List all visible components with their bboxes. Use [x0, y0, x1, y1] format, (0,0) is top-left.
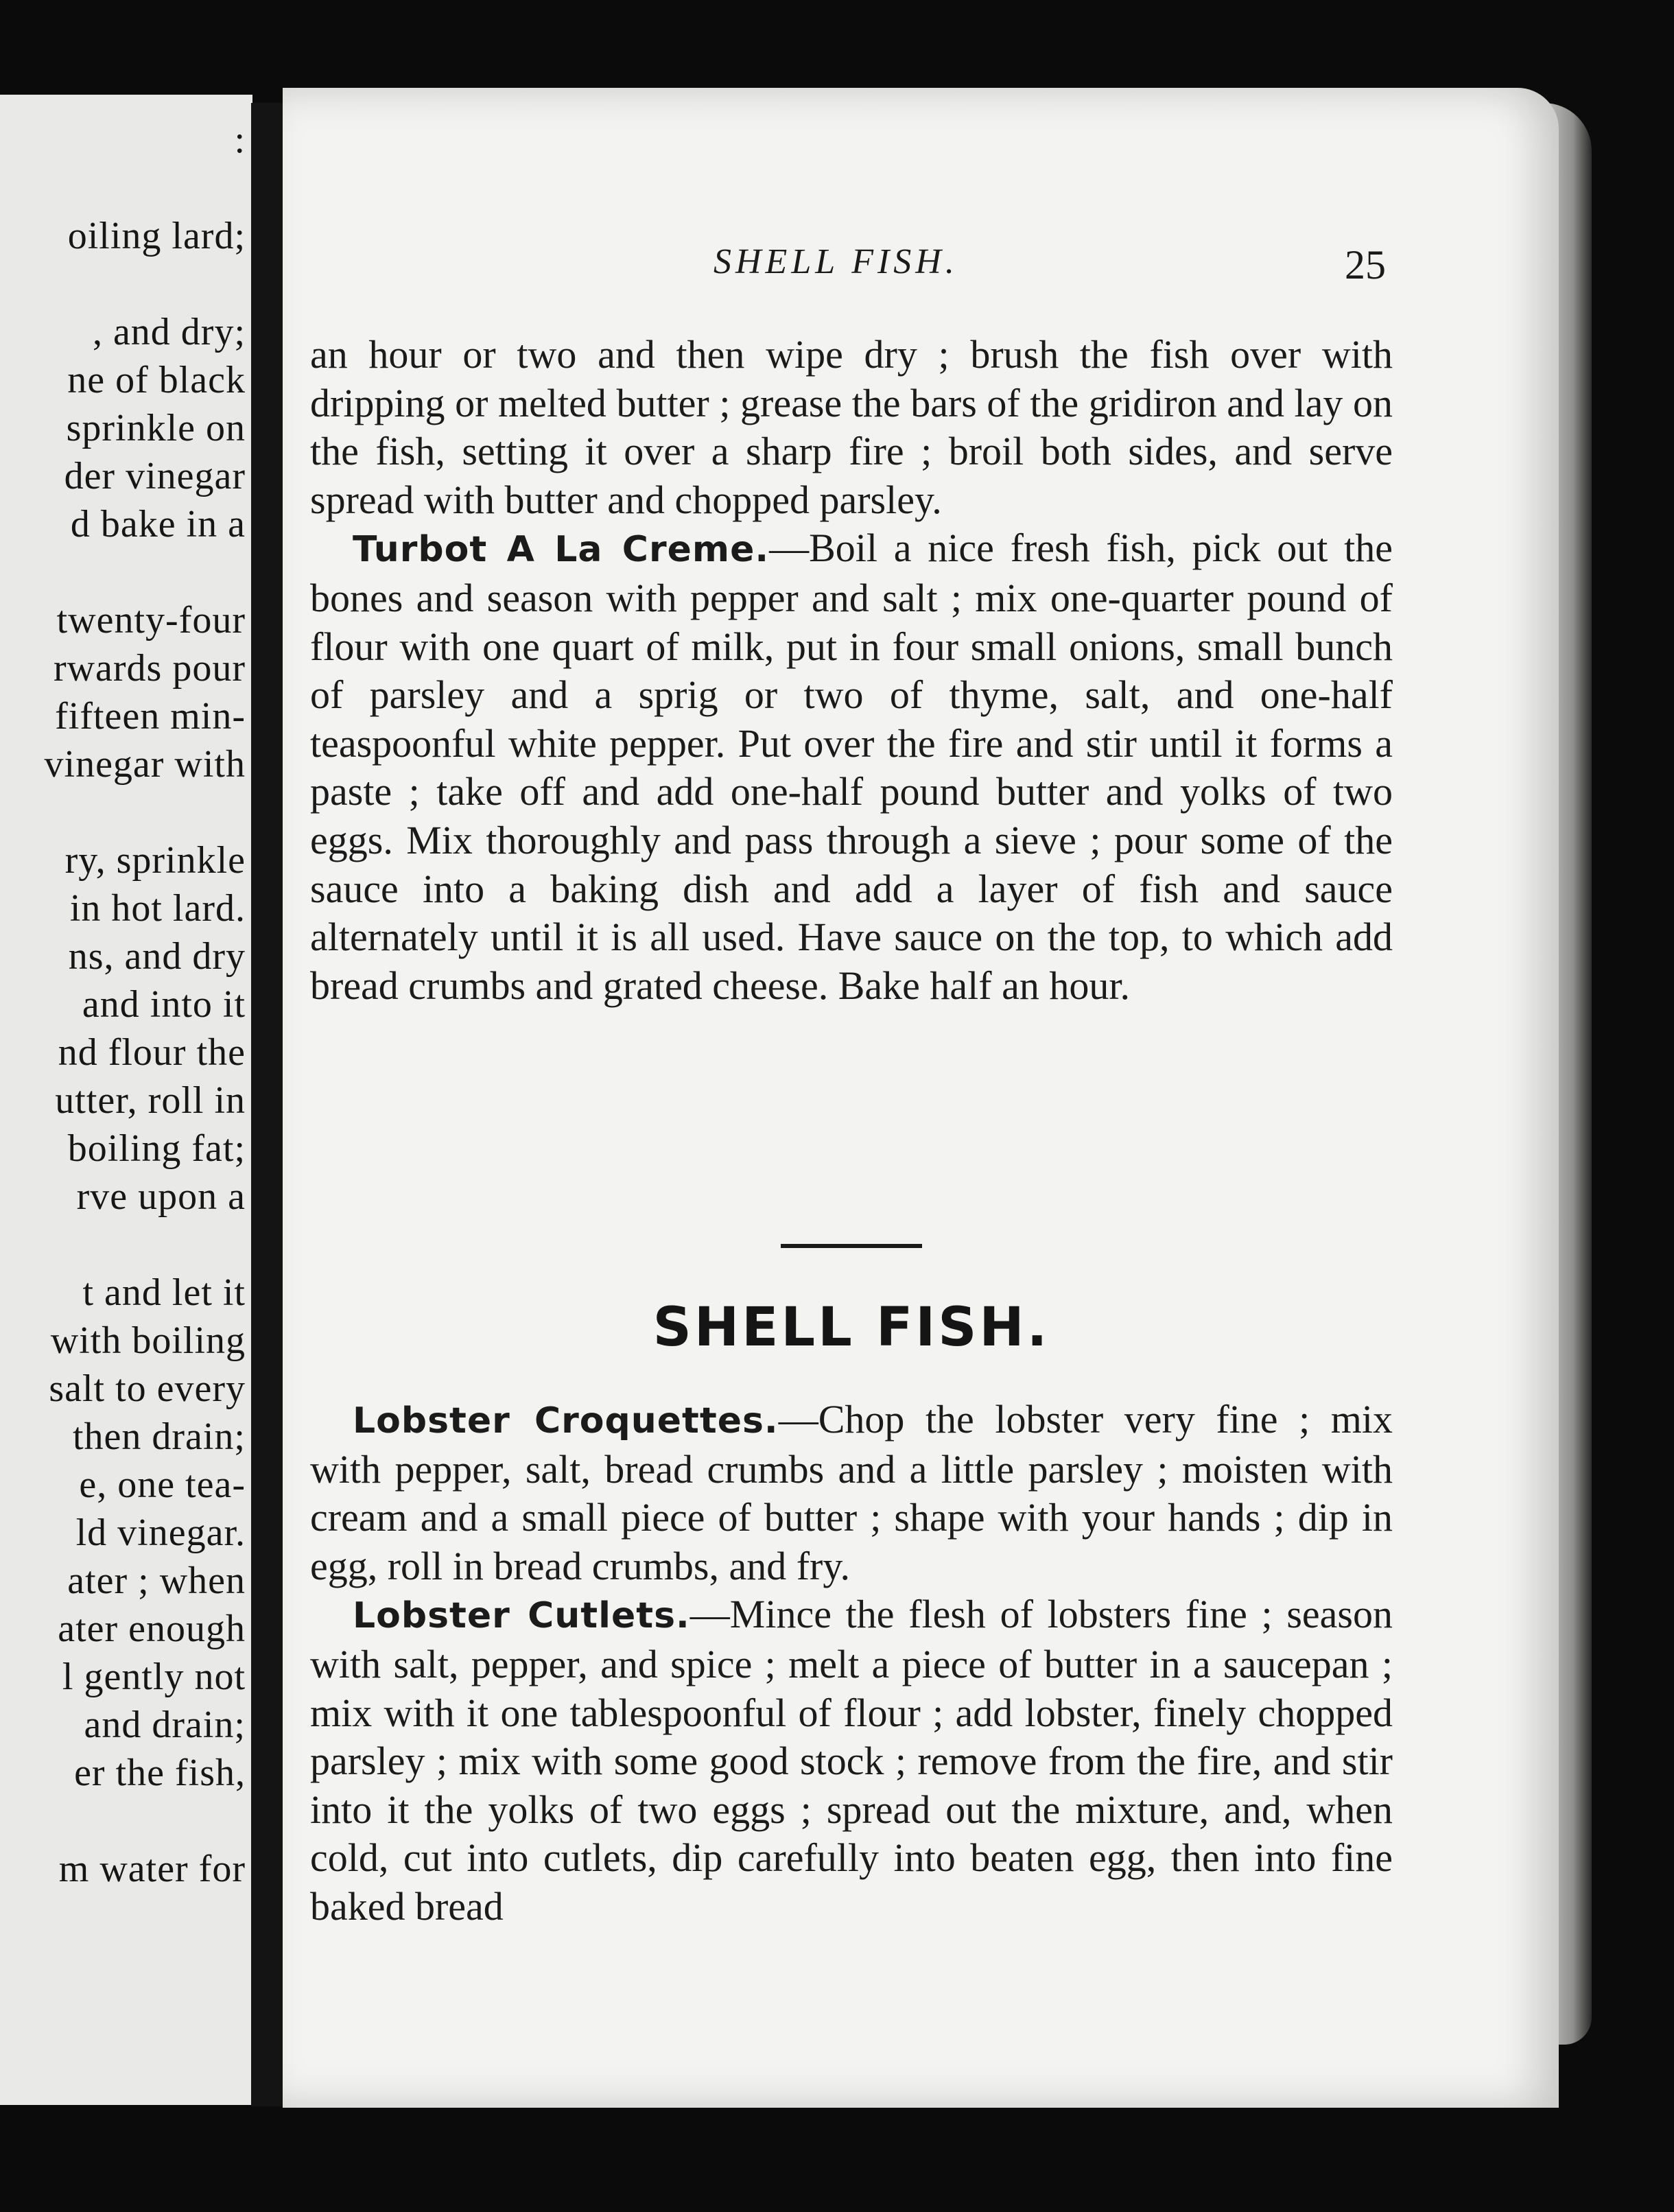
left-page-line: :: [234, 119, 246, 161]
left-page-line: vinegar with: [44, 743, 246, 786]
recipe-title: Turbot A La Creme.: [353, 529, 770, 571]
left-page-line: ater enough: [58, 1608, 246, 1650]
page-body-top: [310, 331, 1393, 1010]
left-page-line: twenty-four: [56, 599, 246, 642]
recipe-text: —Chop the lobster very fine ; mix with pepper, salt, bread crumbs and a little parsley ; moisten with cream and a small piece of butter ; shape with your hands ; dip in egg, roll in bread crumbs, and fry.: [310, 1397, 1393, 1588]
left-page-line: sprinkle on: [66, 407, 246, 449]
left-page-line: fifteen min-: [55, 695, 246, 738]
book-gutter: [251, 103, 285, 2106]
left-page-line: utter, roll in: [55, 1079, 246, 1122]
recipe-title: Lobster Cutlets.: [353, 1595, 690, 1637]
left-page-line: der vinegar: [64, 455, 246, 497]
left-page-line: er the fish,: [74, 1752, 246, 1794]
section-divider: [781, 1244, 922, 1248]
left-page-line: ry, sprinkle: [64, 839, 246, 882]
left-page-line: boiling fat;: [67, 1127, 246, 1170]
left-page-line: d bake in a: [70, 503, 246, 545]
left-page: [0, 95, 252, 2105]
left-page-line: oiling lard;: [67, 215, 246, 257]
left-page-line: l gently not: [62, 1656, 246, 1698]
left-page-line: ne of black: [67, 359, 246, 401]
recipe-text: —Boil a nice fresh fish, pick out the bones and season with pepper and salt ; mix one-quarter pound of flour with one quart of milk, put in four small onions, small bunch of parsley and a sprig or two of thyme, salt, and one-half teaspoonful white pepper. Put over the fire and stir until it forms a paste ; take off and add one-half pound butter and yolks of two eggs. Mix thoroughly and pass through a sieve ; pour some of the sauce into a baking dish and add a layer of fish and sauce alternately until it is all used. Have sauce on the top, to which add bread crumbs and grated cheese. Bake half an hour.: [310, 526, 1393, 1008]
recipe-text: —Mince the flesh of lobsters fine ; season with salt, pepper, and spice ; melt a piece of butter in a saucepan ; mix with it one tablespoonful of flour ; add lobster, finely chopped parsley ; mix with some good stock ; remove from the fire, and stir into it the yolks of two eggs ; spread out the mixture, and, when cold, cut into cutlets, dip carefully into beaten egg, then into fine baked bread: [310, 1592, 1393, 1929]
left-page-line: and drain;: [84, 1704, 246, 1746]
left-page-line: e, one tea-: [79, 1463, 246, 1506]
left-page-line: salt to every: [49, 1367, 246, 1410]
left-page-line: with boiling: [50, 1319, 246, 1362]
recipe-turbot: [310, 524, 1393, 1010]
page-number: 25: [1345, 242, 1386, 287]
left-page-line: nd flour the: [58, 1031, 246, 1074]
section-heading: SHELL FISH.: [652, 1297, 1050, 1358]
left-page-line: m water for: [58, 1848, 246, 1890]
recipe-title: Lobster Croquettes.: [353, 1400, 779, 1442]
left-page-line: ld vinegar.: [75, 1511, 246, 1554]
left-page-line: rwards pour: [53, 647, 246, 690]
running-head: SHELL FISH.: [714, 242, 958, 281]
continuation-paragraph: an hour or two and then wipe dry ; brush the fish over with dripping or melted butter ; grease the bars of the gridiron and lay on the fish, setting it over a sharp fire ; broil both sides, and serve spread with butter and chopped parsley.: [310, 332, 1393, 522]
left-page-line: then drain;: [72, 1415, 246, 1458]
recipe-lobster-croquettes: [310, 1396, 1393, 1590]
left-page-line: t and let it: [82, 1271, 246, 1314]
left-page-line: rve upon a: [76, 1175, 246, 1218]
left-page-line: ns, and dry: [68, 935, 246, 978]
page-body-bottom: [310, 1396, 1393, 1931]
left-page-line: ater ; when: [67, 1560, 246, 1602]
left-page-line: and into it: [82, 983, 246, 1026]
recipe-lobster-cutlets: [310, 1590, 1393, 1931]
left-page-line: in hot lard.: [69, 887, 246, 930]
left-page-line: , and dry;: [92, 311, 246, 353]
